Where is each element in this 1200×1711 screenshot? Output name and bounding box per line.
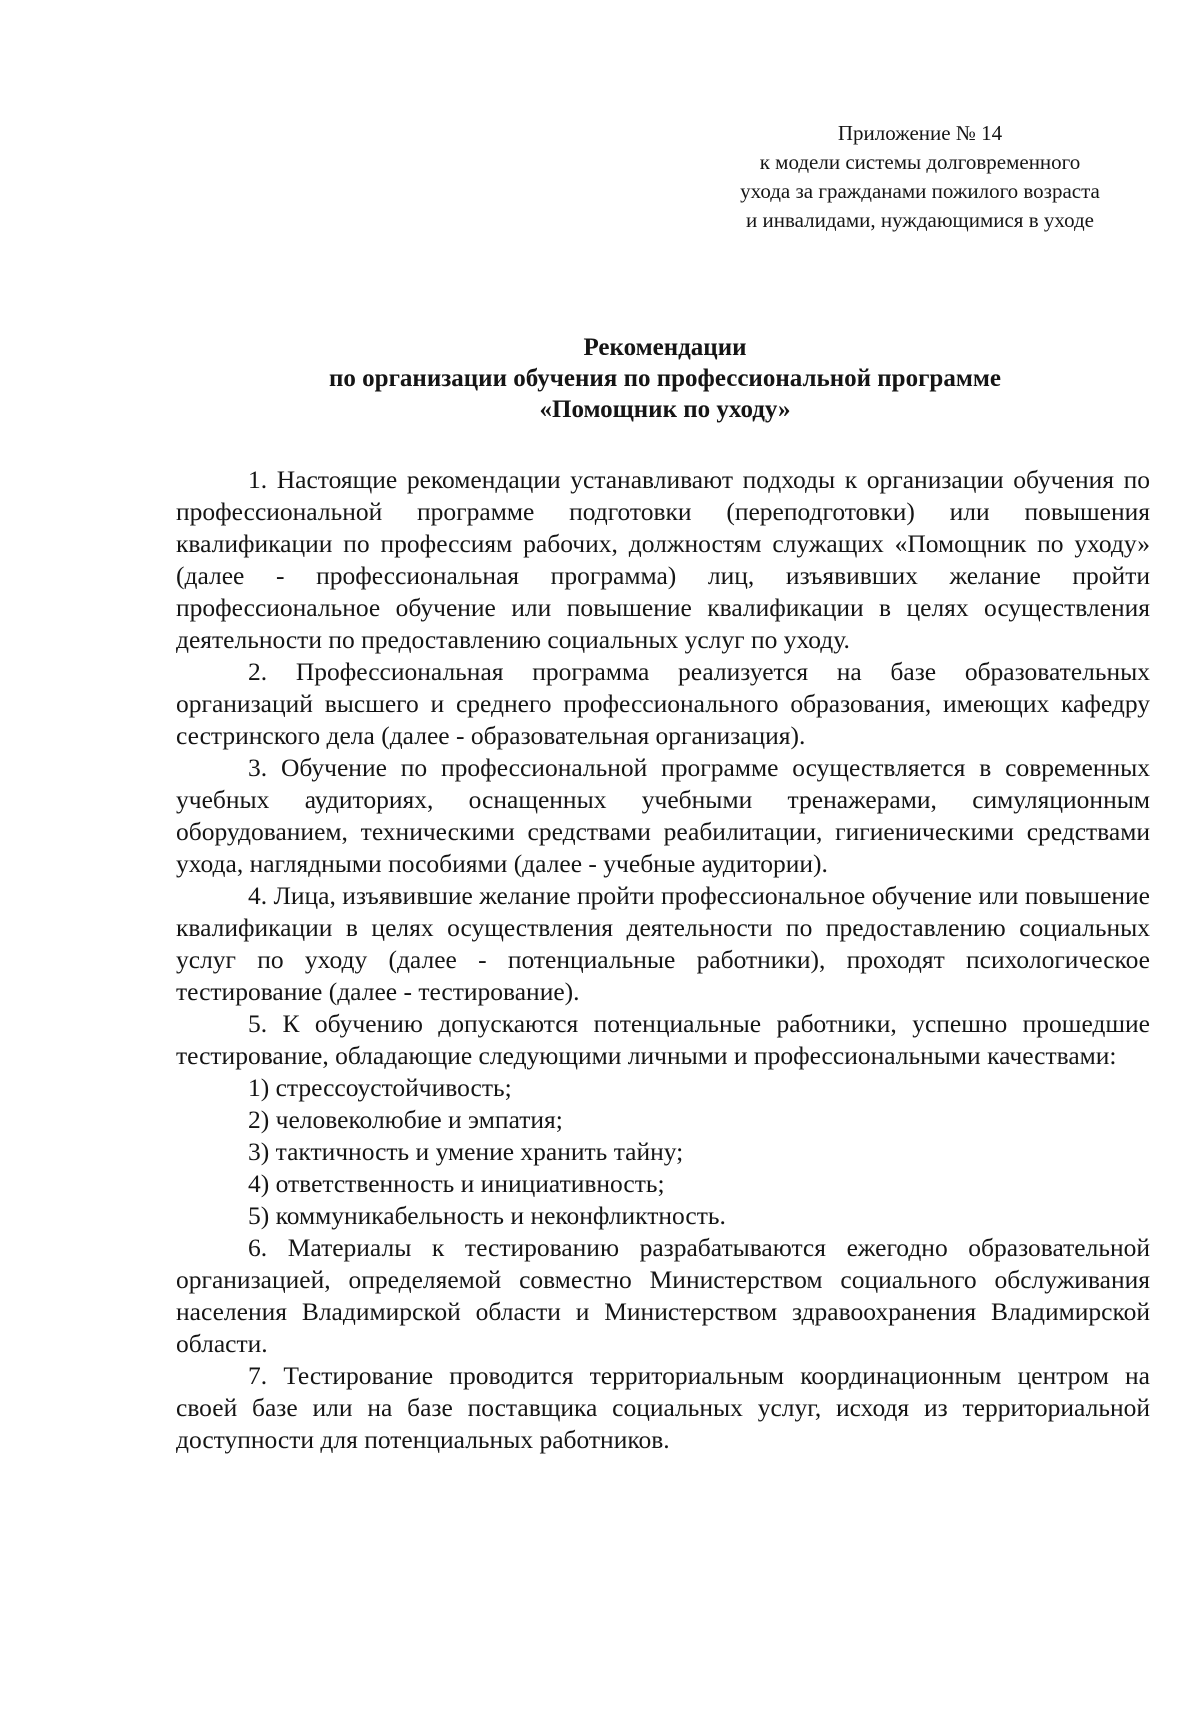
appendix-number: Приложение № 14: [837, 121, 1003, 145]
paragraph-7: 7. Тестирование проводится территориальным координационным центром на своей базе или на базе поставщика социальных услуг, исходя из территориальной доступности для потенциальных работников.: [176, 1361, 1150, 1454]
paragraph-3: 3. Обучение по профессиональной программе осуществляется в современных учебных аудиториях, оснащенных учебными тренажерами, симуляционным оборудованием, техническими средствами реабилитации, гигиеническими средствами ухода, наглядными пособиями (далее - учебные аудитории).: [176, 753, 1150, 878]
list-item: 1) стрессоустойчивость;: [248, 1073, 512, 1102]
appendix-line: к модели системы долговременного: [759, 150, 1081, 174]
title-line: «Помощник по уходу»: [539, 396, 791, 423]
title-line: Рекомендации: [583, 334, 747, 361]
title-line: по организации обучения по профессиональной программе: [329, 365, 1001, 392]
appendix-header: [700, 119, 1140, 235]
list-item: 4) ответственность и инициативность;: [248, 1169, 665, 1198]
paragraph-6: 6. Материалы к тестированию разрабатываются ежегодно образовательной организацией, определяемой совместно Министерством социального обслуживания населения Владимирской области и Министерством здравоохранения Владимирской области.: [176, 1233, 1150, 1358]
paragraph-4: 4. Лица, изъявившие желание пройти профессиональное обучение или повышение квалификации в целях осуществления деятельности по предоставлению социальных услуг по уходу (далее - потенциальные работники), проходят психологическое тестирование (далее - тестирование).: [176, 881, 1150, 1006]
list-item: 2) человеколюбие и эмпатия;: [248, 1105, 563, 1134]
appendix-line: ухода за гражданами пожилого возраста: [740, 179, 1100, 203]
paragraph-1: 1. Настоящие рекомендации устанавливают подходы к организации обучения по профессиональной программе подготовки (переподготовки) или повышения квалификации по профессиям рабочих, должностям служащих «Помощник по уходу» (далее - профессиональная программа) лиц, изъявивших желание пройти профессиональное обучение или повышение квалификации в целях осуществления деятельности по предоставлению социальных услуг по уходу.: [176, 465, 1150, 654]
paragraph-5: 5. К обучению допускаются потенциальные работники, успешно прошедшие тестирование, обладающие следующими личными и профессиональными качествами:: [176, 1009, 1150, 1070]
document-body: [176, 464, 1150, 1456]
list-item: 3) тактичность и умение хранить тайну;: [248, 1137, 684, 1166]
paragraph-2: 2. Профессиональная программа реализуется на базе образовательных организаций высшего и среднего профессионального образования, имеющих кафедру сестринского дела (далее - образовательная организация).: [176, 657, 1150, 750]
document-title: [175, 332, 1155, 425]
appendix-line: и инвалидами, нуждающимися в уходе: [746, 208, 1094, 232]
list-item: 5) коммуникабельность и неконфликтность.: [248, 1201, 726, 1230]
